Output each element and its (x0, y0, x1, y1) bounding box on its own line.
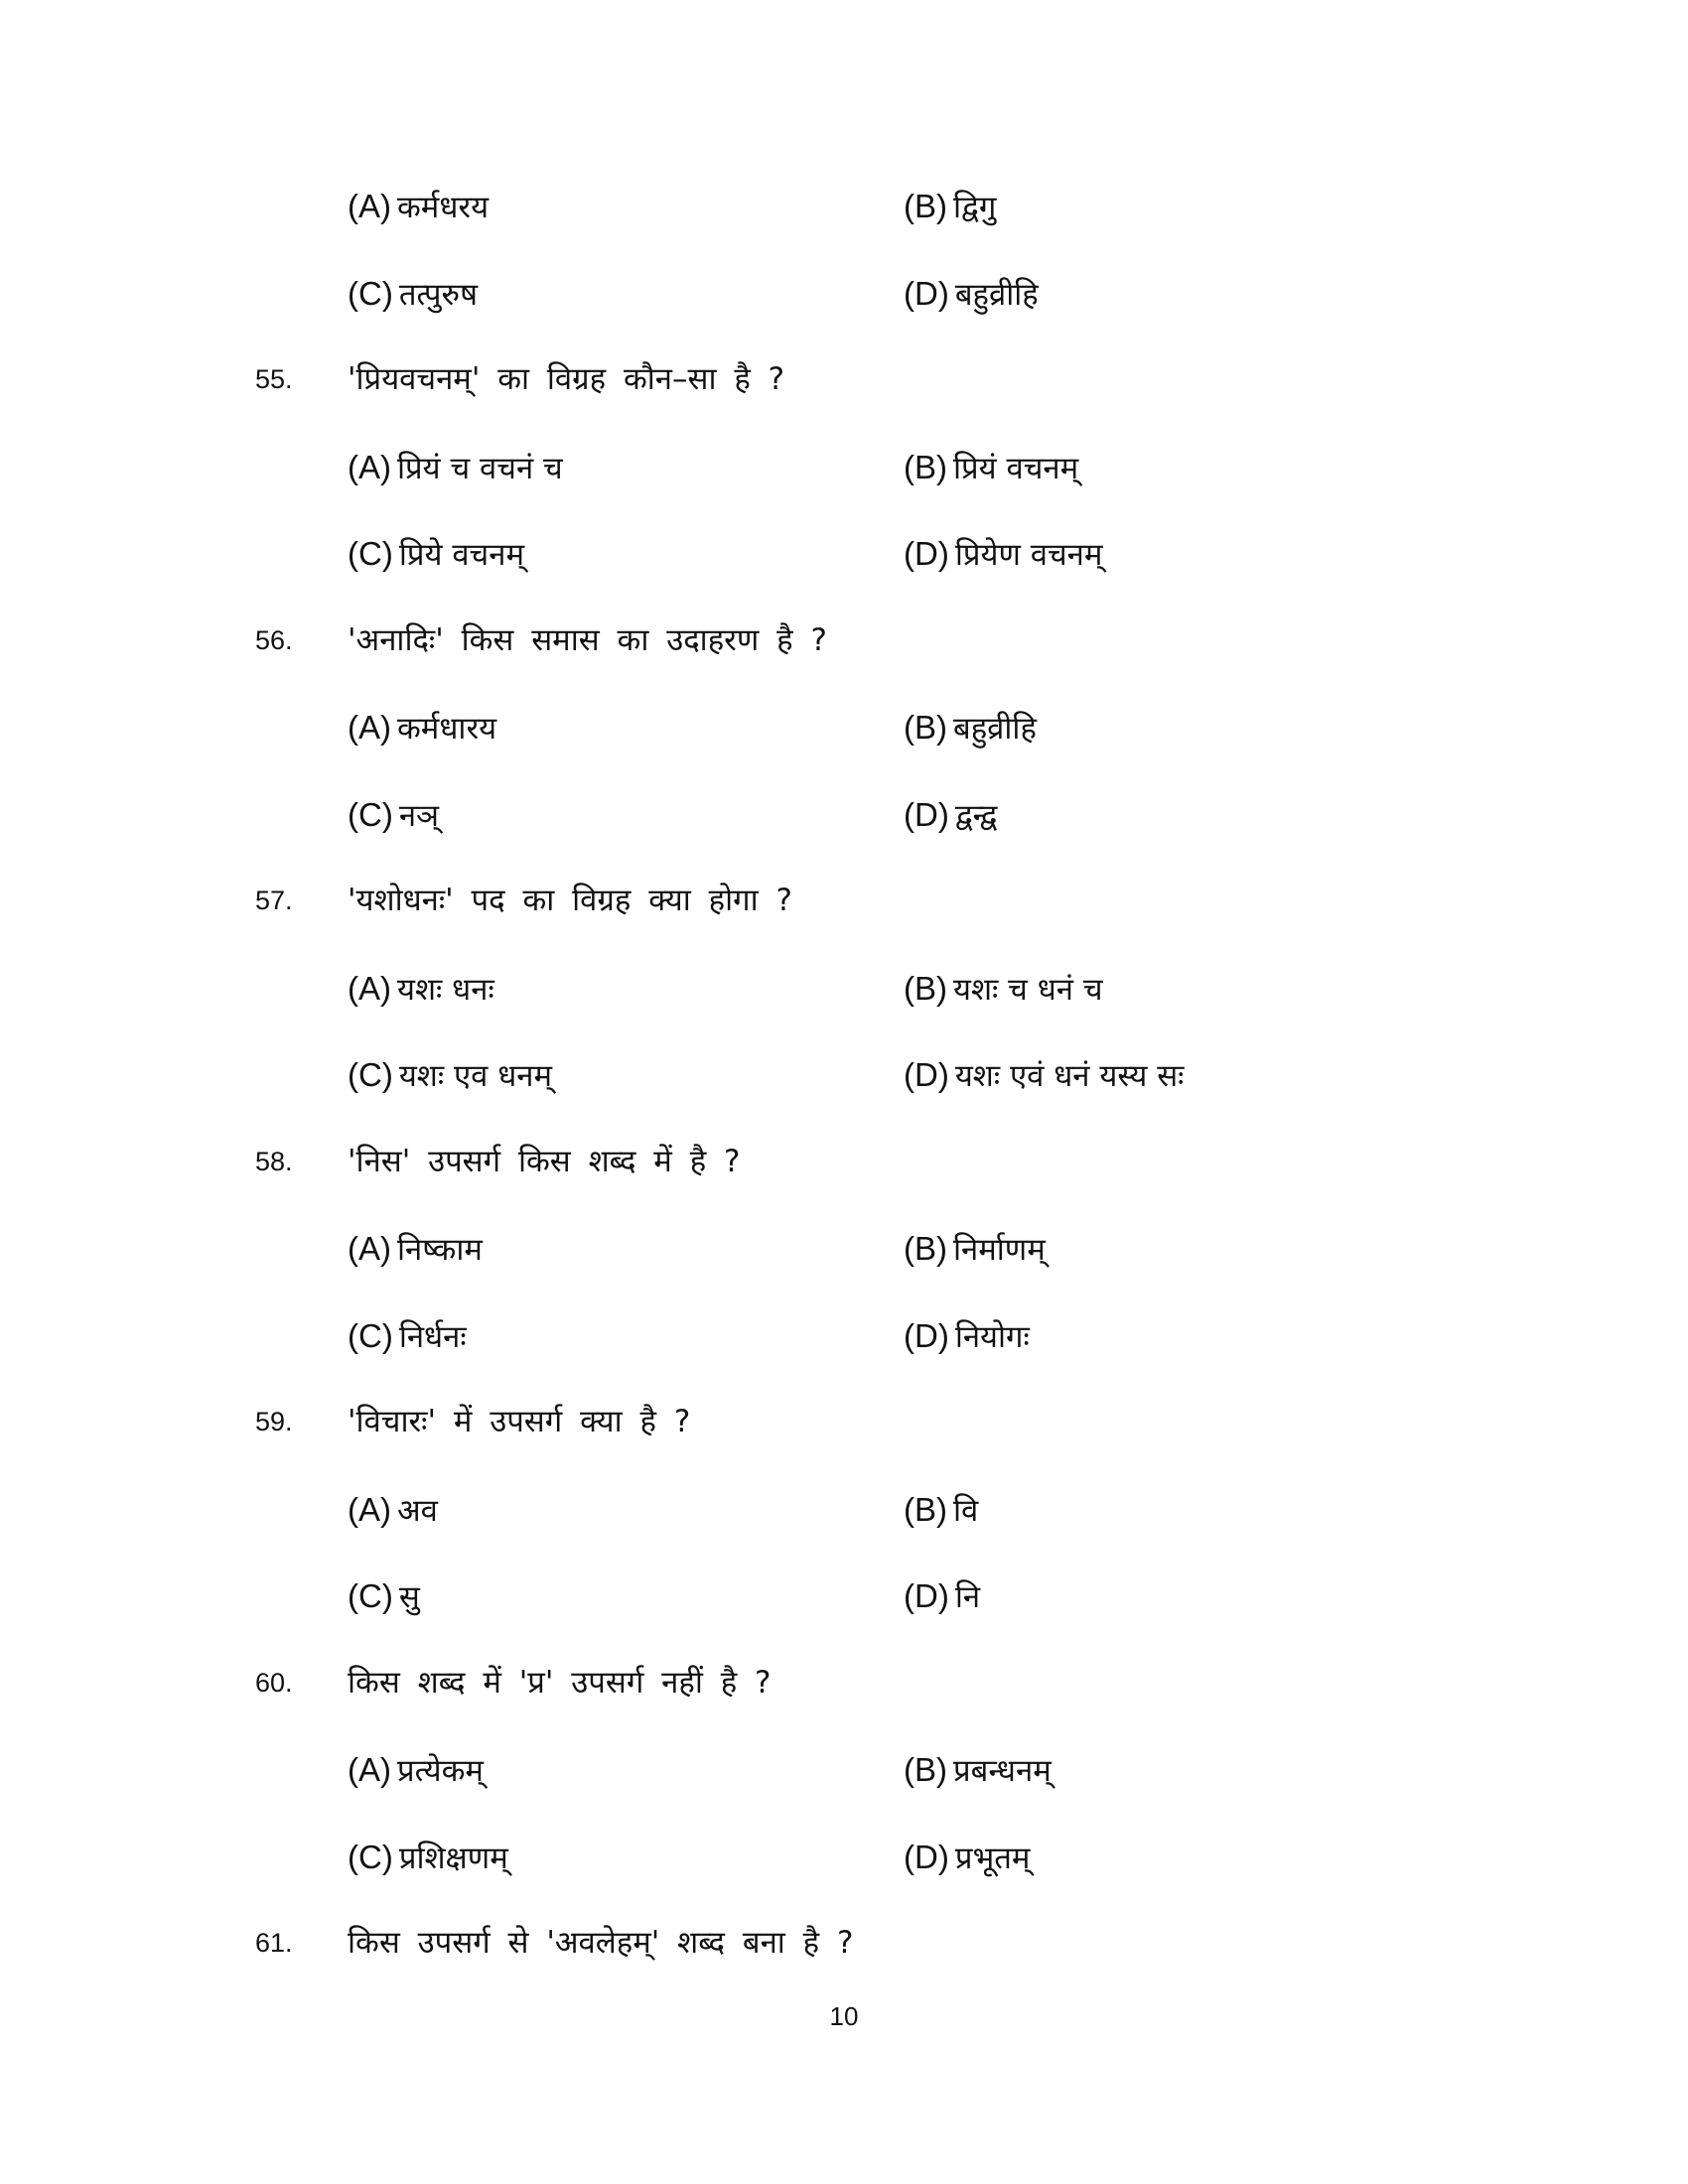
option-text: प्रियेण वचनम् (954, 537, 1103, 573)
option-b (904, 684, 1037, 773)
question-text: 'यशोधनः' पद का विग्रह क्या होगा ? (348, 883, 792, 918)
question-row (0, 1640, 1688, 1727)
option-a (348, 424, 563, 513)
option-label: (C) (348, 1056, 393, 1093)
option-text: कर्मधरय (397, 190, 490, 225)
option-label: (A) (348, 188, 391, 224)
option-a (348, 684, 496, 773)
question-page (0, 163, 1688, 1987)
option-label: (B) (904, 1751, 947, 1788)
option-text: द्वन्द्व (954, 797, 998, 834)
option-text: निर्माणम् (953, 1232, 1046, 1268)
option-label: (C) (348, 1838, 393, 1875)
option-label: (C) (348, 1577, 393, 1614)
option-row (0, 163, 1688, 250)
option-c (348, 250, 478, 340)
option-text: नञ् (398, 797, 440, 834)
option-b (904, 945, 1103, 1034)
question-number: 60. (255, 1667, 293, 1698)
option-text: नियोगः (954, 1318, 1030, 1355)
option-row (0, 684, 1688, 771)
option-row (0, 424, 1688, 511)
option-d (904, 1814, 1030, 1903)
question-number: 56. (255, 624, 293, 655)
option-text: बहुव्रीहि (953, 711, 1037, 747)
option-row (0, 1814, 1688, 1901)
option-text: प्रत्येकम् (397, 1753, 484, 1789)
question-text: 'अनादिः' किस समास का उदाहरण है ? (348, 621, 827, 658)
option-label: (B) (904, 1230, 947, 1267)
option-c (348, 771, 439, 861)
option-label: (D) (904, 795, 949, 833)
option-label: (C) (348, 795, 393, 833)
option-label: (C) (348, 535, 393, 572)
option-text: यशः एवं धनं यस्य सः (954, 1058, 1185, 1094)
option-label: (B) (904, 709, 947, 746)
question-number: 58. (255, 1146, 293, 1176)
option-text: यशः च धनं च (953, 971, 1103, 1008)
option-label: (D) (904, 1056, 949, 1093)
question-number: 55. (255, 364, 293, 394)
option-text: निर्धनः (398, 1318, 467, 1355)
option-text: नि (954, 1579, 981, 1615)
option-d (904, 250, 1039, 340)
option-b (904, 1726, 1052, 1816)
option-c (348, 1293, 467, 1382)
option-label: (D) (904, 1838, 949, 1875)
option-text: प्रियं वचनम् (953, 450, 1079, 486)
option-d (904, 1031, 1184, 1121)
option-a (348, 1205, 483, 1295)
option-text: अव (397, 1492, 438, 1529)
option-c (348, 1814, 508, 1903)
option-b (904, 163, 996, 252)
option-row (0, 510, 1688, 598)
option-row (0, 250, 1688, 338)
option-label: (D) (904, 1577, 949, 1614)
option-text: यशः एव धनम् (398, 1058, 553, 1094)
question-number: 59. (255, 1407, 293, 1436)
question-row (0, 858, 1688, 945)
option-row (0, 1031, 1688, 1119)
option-d (904, 1293, 1030, 1382)
option-b (904, 1466, 978, 1556)
question-text: किस शब्द में 'प्र' उपसर्ग नहीं है ? (348, 1664, 772, 1701)
option-label: (D) (904, 274, 949, 312)
option-label: (B) (904, 969, 947, 1007)
option-text: निष्काम (397, 1232, 483, 1268)
question-row (0, 1900, 1688, 1987)
option-a (348, 1726, 484, 1816)
option-row (0, 945, 1688, 1032)
option-label: (A) (348, 969, 391, 1007)
option-d (904, 510, 1102, 600)
option-row (0, 1553, 1688, 1640)
option-text: सु (398, 1579, 420, 1615)
option-label: (A) (348, 1490, 391, 1528)
option-text: द्विगु (953, 190, 997, 225)
option-a (348, 945, 494, 1034)
option-text: कर्मधारय (397, 711, 497, 747)
question-row (0, 1379, 1688, 1466)
option-label: (A) (348, 709, 391, 746)
option-c (348, 1553, 420, 1642)
question-row (0, 1119, 1688, 1206)
option-b (904, 424, 1078, 513)
question-text: 'प्रियवचनम्' का विग्रह कौन–सा है ? (348, 361, 785, 397)
option-text: बहुव्रीहि (954, 276, 1039, 313)
option-text: प्रभूतम् (954, 1840, 1031, 1876)
option-c (348, 1031, 552, 1121)
option-text: प्रशिक्षणम् (398, 1840, 508, 1876)
question-number: 61. (255, 1928, 293, 1958)
option-text: प्रियं च वचनं च (397, 450, 563, 486)
question-text: 'निस' उपसर्ग किस शब्द में है ? (348, 1143, 741, 1179)
option-row (0, 1293, 1688, 1380)
option-c (348, 510, 524, 600)
option-label: (A) (348, 1751, 391, 1788)
option-a (348, 163, 489, 252)
option-label: (D) (904, 535, 949, 572)
option-b (904, 1205, 1046, 1295)
option-text: यशः धनः (397, 971, 494, 1008)
option-label: (C) (348, 1316, 393, 1354)
option-label: (A) (348, 448, 391, 485)
option-d (904, 1553, 980, 1642)
option-d (904, 771, 997, 861)
option-label: (B) (904, 448, 947, 485)
question-row (0, 598, 1688, 685)
option-a (348, 1466, 438, 1556)
option-label: (D) (904, 1316, 949, 1354)
option-row (0, 1726, 1688, 1814)
option-label: (C) (348, 274, 393, 312)
option-text: वि (953, 1492, 979, 1529)
option-text: तत्पुरुष (398, 276, 478, 313)
option-row (0, 1466, 1688, 1554)
option-label: (B) (904, 1490, 947, 1528)
page-number: 10 (829, 2001, 859, 2031)
question-text: 'विचारः' में उपसर्ग क्या है ? (348, 1404, 691, 1439)
option-text: प्रिये वचनम् (398, 537, 524, 573)
option-label: (B) (904, 188, 947, 224)
question-text: किस उपसर्ग से 'अवलेहम्' शब्द बना है ? (348, 1925, 854, 1961)
question-number: 57. (255, 886, 293, 915)
option-text: प्रबन्धनम् (953, 1753, 1052, 1789)
option-row (0, 1205, 1688, 1293)
option-row (0, 771, 1688, 859)
question-row (0, 337, 1688, 424)
option-label: (A) (348, 1230, 391, 1267)
